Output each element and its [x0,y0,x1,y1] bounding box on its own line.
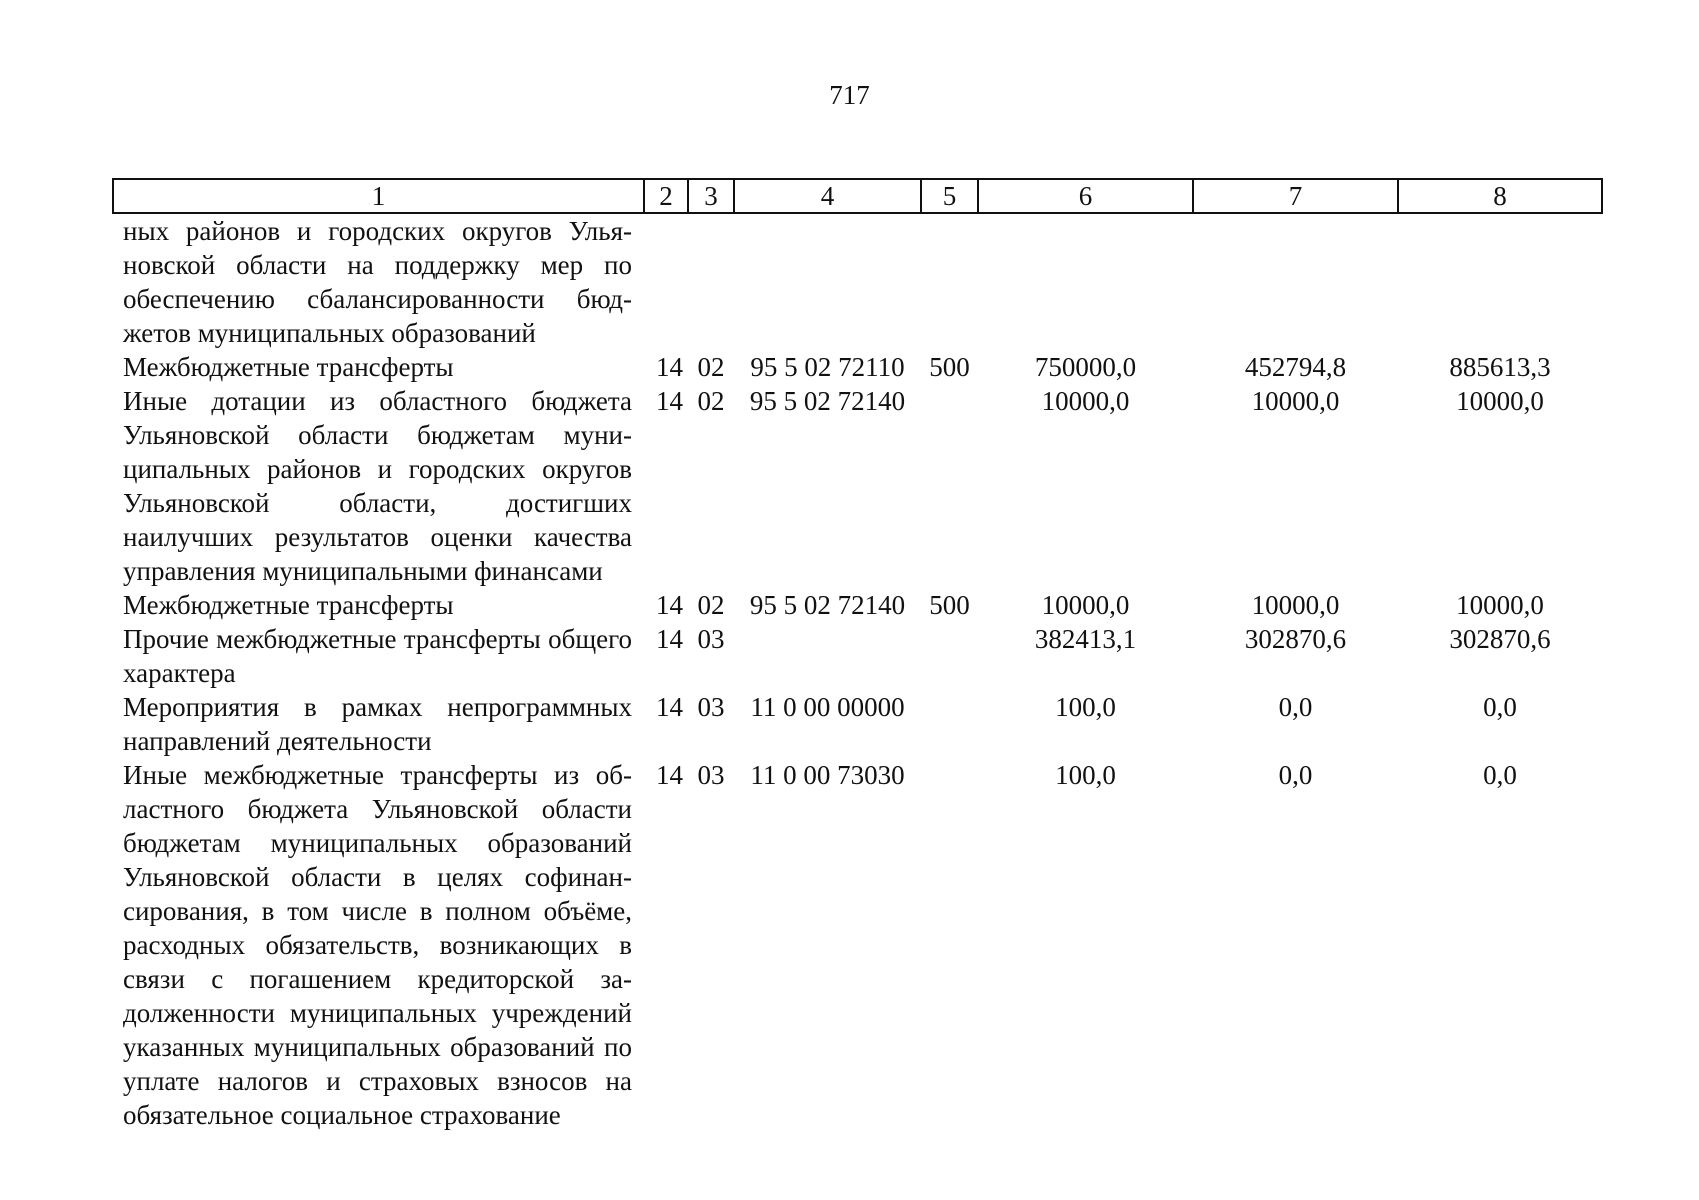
row-expense-type [921,690,978,758]
row-expense-type [921,213,978,350]
table-row [113,622,1602,690]
row-section: 14 [656,760,683,790]
row-section: 14 [656,692,683,722]
header-col-6: 6 [978,179,1193,213]
row-target-article [734,213,921,350]
row-target-article [734,622,921,690]
header-col-5: 5 [921,179,978,213]
row-amount-col-8: 10000,0 [1456,590,1544,620]
row-expense-type [921,622,978,690]
row-target-article: 95 5 02 72110 [750,352,905,382]
row-name: Межбюджетные трансферты [123,590,454,620]
row-subsection [688,213,734,350]
table-row [113,758,1602,1132]
table-body [113,213,1602,1132]
row-amount-col-7: 0,0 [1278,692,1313,722]
header-col-4: 4 [734,179,921,213]
row-name: Прочие межбюджетные трансферты общего характера [123,624,632,688]
table-row [113,588,1602,622]
row-amount-col-6: 10000,0 [1041,386,1130,416]
row-amount-col-7 [1193,213,1398,350]
row-amount-col-6 [978,213,1193,350]
row-amount-col-6: 382413,1 [1034,624,1137,654]
header-col-1: 1 [113,179,644,213]
row-target-article: 95 5 02 72140 [749,386,906,416]
row-subsection: 03 [697,692,725,722]
row-expense-type: 500 [929,352,970,382]
row-subsection: 03 [697,624,725,654]
table-row [113,350,1602,384]
row-amount-col-7: 302870,6 [1244,624,1347,654]
row-subsection: 02 [697,352,725,382]
header-col-2: 2 [644,179,688,213]
header-col-3: 3 [688,179,734,213]
row-amount-col-6: 100,0 [1055,692,1116,722]
budget-table [112,178,1603,1132]
row-section: 14 [656,386,683,416]
row-amount-col-7: 10000,0 [1251,386,1340,416]
row-amount-col-7: 10000,0 [1251,590,1340,620]
row-amount-col-7: 0,0 [1278,760,1313,790]
row-target-article: 11 0 00 00000 [750,692,905,722]
row-target-article: 11 0 00 73030 [750,760,905,790]
table-row [113,690,1602,758]
row-name: Межбюджетные трансферты [123,352,454,382]
row-section [644,213,688,350]
header-row [113,179,1602,213]
row-amount-col-6: 100,0 [1055,760,1116,790]
row-subsection: 02 [697,386,725,416]
table-header [113,179,1602,213]
row-expense-type [921,758,978,1132]
table-row [113,384,1602,588]
row-subsection: 03 [697,760,725,790]
row-subsection: 02 [697,590,725,620]
row-amount-col-8: 0,0 [1483,692,1517,722]
row-name: Иные дотации из областного бюджета Ульяновской области бюджетам муниципальных районов и городских округов Ульяновской области, достигших наилучших результатов оценки качества управления муниципальными финансами [123,386,632,586]
row-section: 14 [656,352,683,382]
row-amount-col-6: 10000,0 [1041,590,1130,620]
table-row [113,213,1602,350]
header-col-7: 7 [1193,179,1398,213]
row-name: Мероприятия в рамках непрограммных направлений деятельности [123,692,632,756]
row-amount-col-8: 0,0 [1483,760,1517,790]
row-amount-col-8: 885613,3 [1449,352,1551,382]
header-col-8: 8 [1398,179,1602,213]
row-amount-col-6: 750000,0 [1034,352,1137,382]
row-section: 14 [656,590,683,620]
row-amount-col-8 [1398,213,1602,350]
row-section: 14 [656,624,683,654]
row-name: Иные межбюджетные трансферты из областного бюджета Ульяновской области бюджетам муниципальных образований Ульяновской области в целях софинансирования, в том числе в полном объёме, расходных обязательств, возникающих в связи с погашением кредиторской задолженности муниципальных учреждений указанных муниципальных образований по уплате налогов и страховых взносов на обязательное социальное страхование [123,760,632,1130]
row-name: ных районов и городских округов Ульяновской области на поддержку мер по обеспечению сбалансированности бюджетов муниципальных образований [123,216,632,348]
row-expense-type: 500 [929,590,970,620]
row-amount-col-8: 302870,6 [1449,624,1551,654]
row-target-article: 95 5 02 72140 [749,590,906,620]
page-number: 717 [829,80,870,110]
row-amount-col-8: 10000,0 [1456,386,1544,416]
row-expense-type [921,384,978,588]
row-amount-col-7: 452794,8 [1244,352,1347,382]
